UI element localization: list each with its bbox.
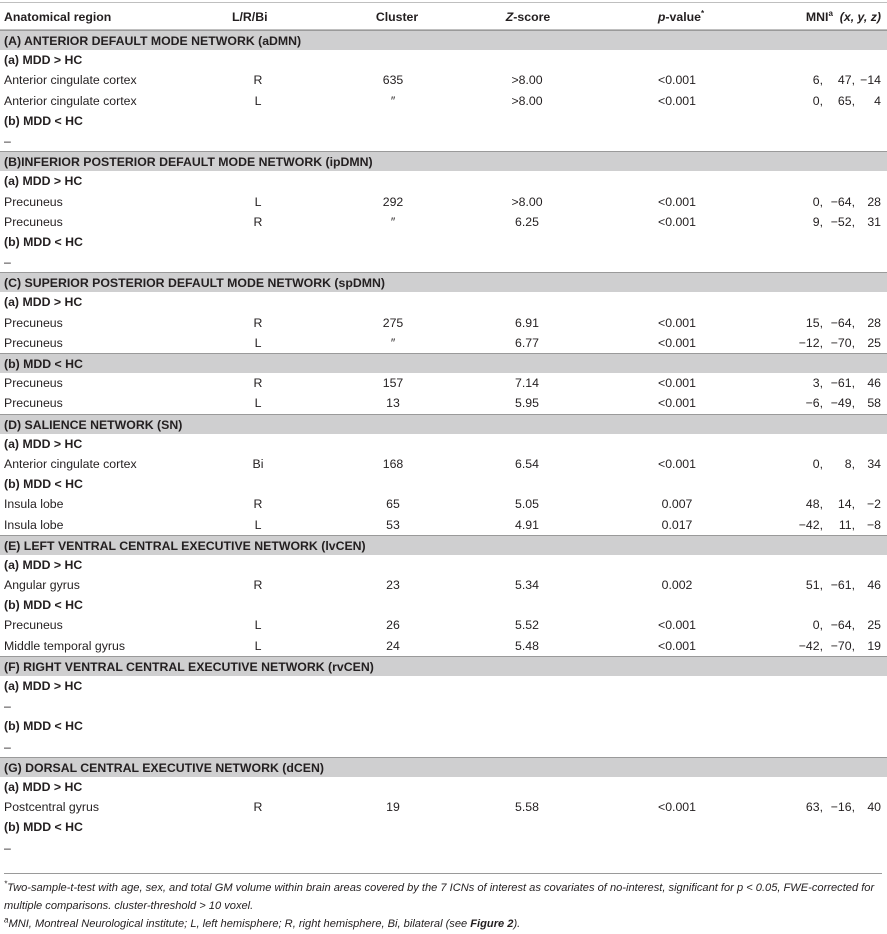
region-cell: Precuneus (4, 618, 63, 633)
p-value-cell: <0.001 (658, 456, 696, 471)
mni-x: 0, (812, 93, 823, 108)
p-value-cell: <0.001 (658, 214, 696, 229)
comparison-label: (a) MDD > HC (4, 295, 83, 310)
table-header (0, 2, 887, 30)
mni-y: 65, (837, 93, 855, 108)
region-cell: Precuneus (4, 214, 63, 229)
comparison-row (0, 292, 887, 312)
mni-z: −2 (866, 497, 881, 512)
section-label: (D) SALIENCE NETWORK (SN) (4, 417, 183, 432)
section-header-row (0, 272, 887, 292)
mni-cell (797, 797, 881, 817)
table-row (0, 615, 887, 635)
mni-cell (797, 636, 881, 656)
comparison-label: (a) MDD > HC (4, 679, 83, 693)
mni-y: −64, (830, 315, 855, 330)
comparison-label: (b) MDD < HC (4, 357, 83, 371)
mni-z: 58 (867, 396, 881, 411)
header-lrb: L/R/Bi (232, 10, 268, 24)
cluster-cell: 23 (386, 578, 400, 593)
p-value-cell: <0.001 (658, 73, 696, 88)
table-row (0, 797, 887, 817)
z-score-cell: 5.05 (515, 497, 539, 512)
mni-z: 40 (867, 800, 881, 815)
p-value-cell: <0.001 (658, 800, 696, 815)
empty-result-row (0, 131, 887, 151)
comparison-label: (a) MDD > HC (4, 174, 83, 189)
table-row (0, 575, 887, 595)
mni-z: 28 (867, 315, 881, 330)
footnote-mni: $^a$MNI, Montreal Neurological institute; L, left hemisphere; R, right hemisphere, Bi, bilateral (see Figure 2). (4, 915, 521, 930)
empty-result-dash: – (4, 739, 11, 754)
region-cell: Precuneus (4, 315, 63, 330)
header-cluster: Cluster (375, 10, 419, 24)
comparison-row (0, 353, 887, 373)
table-row (0, 192, 887, 212)
comparison-row (0, 232, 887, 252)
z-score-cell: 5.34 (515, 578, 539, 593)
section-label: (E) LEFT VENTRAL CENTRAL EXECUTIVE NETWORK (lvCEN) (4, 538, 366, 553)
section-label: (G) DORSAL CENTRAL EXECUTIVE NETWORK (dCEN) (4, 760, 324, 775)
mni-y: −49, (830, 396, 855, 411)
mni-cell (797, 333, 881, 353)
mni-y: −64, (830, 194, 855, 209)
comparison-label: (b) MDD < HC (4, 598, 83, 613)
z-score-cell: >8.00 (511, 93, 543, 108)
mni-cell (797, 192, 881, 212)
comparison-row (0, 777, 887, 797)
mni-y: −16, (830, 800, 855, 815)
cluster-cell: 26 (386, 618, 400, 633)
header-z-score: Z-score (505, 10, 551, 24)
z-score-cell: >8.00 (511, 194, 543, 209)
table-footnotes (4, 873, 882, 933)
region-cell: Postcentral gyrus (4, 800, 100, 815)
cluster-cell: 24 (386, 638, 400, 653)
comparison-row (0, 817, 887, 837)
region-cell: Insula lobe (4, 517, 64, 532)
z-score-cell: 6.25 (515, 214, 539, 229)
p-value-cell: 0.017 (661, 517, 693, 532)
section-label: (F) RIGHT VENTRAL CENTRAL EXECUTIVE NETWORK (rvCEN) (4, 659, 374, 674)
section-label: (A) ANTERIOR DEFAULT MODE NETWORK (aDMN) (4, 34, 302, 48)
empty-result-row (0, 737, 887, 757)
table-row (0, 212, 887, 232)
region-cell: Anterior cingulate cortex (4, 73, 137, 88)
hemisphere-cell: R (253, 214, 263, 229)
z-score-cell: 5.52 (515, 618, 539, 633)
mni-z: 4 (874, 93, 881, 108)
p-value-cell: <0.001 (658, 194, 696, 209)
mni-cell (797, 91, 881, 111)
comparison-label: (b) MDD < HC (4, 477, 83, 492)
mni-y: −61, (830, 376, 855, 391)
region-cell: Precuneus (4, 335, 63, 350)
table-row (0, 393, 887, 413)
hemisphere-cell: R (253, 800, 263, 815)
mni-x: 3, (812, 376, 823, 391)
p-value-cell: <0.001 (658, 315, 696, 330)
mni-y: 14, (837, 497, 855, 512)
empty-result-dash: – (4, 840, 11, 855)
mni-z: −8 (866, 517, 881, 532)
hemisphere-cell: R (253, 376, 263, 391)
header-p-value: p-value* (657, 8, 705, 24)
mni-x: −12, (798, 335, 823, 350)
hemisphere-cell: L (254, 335, 262, 350)
header-mni: MNI$^a$ (x, y, z) (805, 8, 881, 24)
table-row (0, 70, 887, 90)
region-cell: Angular gyrus (4, 578, 80, 593)
z-score-cell: >8.00 (511, 73, 543, 88)
mni-cell (797, 313, 881, 333)
section-label: (B)INFERIOR POSTERIOR DEFAULT MODE NETWORK (ipDMN) (4, 155, 373, 170)
mni-x: 6, (812, 73, 823, 88)
comparison-row (0, 555, 887, 575)
mni-cell (797, 70, 881, 90)
region-cell: Precuneus (4, 376, 63, 391)
p-value-cell: 0.002 (661, 578, 693, 593)
table-row (0, 515, 887, 535)
mni-y: −70, (830, 335, 855, 350)
p-value-cell: <0.001 (658, 376, 696, 391)
mni-x: 15, (805, 315, 823, 330)
region-cell: Anterior cingulate cortex (4, 456, 137, 471)
empty-result-row (0, 696, 887, 716)
section-header-row (0, 757, 887, 777)
mni-cell (797, 454, 881, 474)
mni-cell (797, 393, 881, 413)
hemisphere-cell: R (253, 497, 263, 512)
comparison-row (0, 50, 887, 70)
cluster-cell: 168 (382, 456, 404, 471)
header-anatomical-region: Anatomical region (4, 10, 112, 24)
mni-x: 9, (812, 214, 823, 229)
region-cell: Insula lobe (4, 497, 64, 512)
mni-x: 0, (812, 194, 823, 209)
p-value-cell: <0.001 (658, 93, 696, 108)
hemisphere-cell: L (254, 517, 262, 532)
mni-cell (797, 212, 881, 232)
mni-y: 11, (838, 517, 855, 532)
section-header-row (0, 414, 887, 434)
hemisphere-cell: L (254, 93, 262, 108)
cluster-cell: 19 (386, 800, 400, 815)
mni-z: 34 (867, 456, 881, 471)
mni-y: −64, (830, 618, 855, 633)
mni-y: 8, (844, 456, 855, 471)
hemisphere-cell: L (254, 618, 262, 633)
mni-z: 46 (867, 578, 881, 593)
section-header-row (0, 535, 887, 555)
mni-cell (797, 494, 881, 514)
mni-z: −14 (860, 73, 881, 88)
cluster-cell: 635 (382, 73, 404, 88)
p-value-cell: <0.001 (658, 638, 696, 653)
table-row (0, 454, 887, 474)
mni-y: −61, (830, 578, 855, 593)
comparison-label: (b) MDD < HC (4, 234, 83, 249)
mni-x: 0, (812, 618, 823, 633)
table-row (0, 494, 887, 514)
mni-z: 19 (867, 638, 881, 653)
mni-z: 25 (867, 618, 881, 633)
footnote-significance: *Two-sample-t-test with age, sex, and total GM volume within brain areas covered by the 7 ICNs of interest as covariates of no-interest, significant for p < 0.05, FWE-corrected for multiple comparisons. cluster-threshold > 10 voxel. (4, 879, 875, 912)
comparison-row (0, 171, 887, 191)
section-label: (C) SUPERIOR POSTERIOR DEFAULT MODE NETWORK (spDMN) (4, 276, 385, 291)
comparison-label: (a) MDD > HC (4, 557, 83, 572)
z-score-cell: 5.58 (515, 800, 539, 815)
z-score-cell: 5.95 (515, 396, 539, 411)
mni-x: −42, (798, 517, 823, 532)
region-cell: Precuneus (4, 396, 63, 411)
hemisphere-cell: L (254, 194, 262, 209)
mni-z: 46 (867, 376, 881, 391)
z-score-cell: 6.54 (515, 456, 539, 471)
cluster-cell: 65 (386, 497, 400, 512)
table-row (0, 636, 887, 656)
cluster-cell: ″ (390, 93, 396, 108)
hemisphere-cell: R (253, 73, 263, 88)
comparison-row (0, 595, 887, 615)
p-value-cell: <0.001 (658, 335, 696, 350)
cluster-cell: ″ (390, 214, 396, 229)
cluster-cell: 275 (382, 315, 404, 330)
mni-cell (797, 575, 881, 595)
p-value-cell: <0.001 (658, 618, 696, 633)
comparison-label: (a) MDD > HC (4, 436, 83, 451)
hemisphere-cell: Bi (252, 456, 264, 471)
empty-result-row (0, 252, 887, 272)
cluster-cell: ″ (390, 335, 396, 350)
hemisphere-cell: L (254, 396, 262, 411)
table-row (0, 333, 887, 353)
p-value-cell: <0.001 (658, 396, 696, 411)
comparison-row (0, 676, 887, 696)
region-cell: Anterior cingulate cortex (4, 93, 137, 108)
table-row (0, 91, 887, 111)
region-cell: Middle temporal gyrus (4, 638, 125, 653)
mni-x: 63, (805, 800, 823, 815)
mni-x: 48, (805, 497, 823, 512)
z-score-cell: 6.91 (515, 315, 539, 330)
mni-x: 0, (812, 456, 823, 471)
mni-x: −42, (798, 638, 823, 653)
z-score-cell: 5.48 (515, 638, 539, 653)
comparison-label: (a) MDD > HC (4, 53, 83, 68)
empty-result-dash: – (4, 699, 11, 714)
z-score-cell: 6.77 (515, 335, 539, 350)
comparison-label: (b) MDD < HC (4, 113, 83, 128)
hemisphere-cell: R (253, 578, 263, 593)
z-score-cell: 4.91 (515, 517, 539, 532)
z-score-cell: 7.14 (515, 376, 539, 391)
mni-z: 28 (867, 194, 881, 209)
mni-y: 47, (837, 73, 855, 88)
mni-x: 51, (805, 578, 823, 593)
mni-z: 25 (867, 335, 881, 350)
empty-result-dash: – (4, 133, 11, 148)
comparison-label: (a) MDD > HC (4, 779, 83, 794)
cluster-cell: 13 (386, 396, 400, 411)
mni-x: −6, (805, 396, 823, 411)
results-table (0, 2, 887, 858)
table-body (0, 30, 887, 858)
mni-cell (797, 515, 881, 535)
hemisphere-cell: R (253, 315, 263, 330)
section-header-row (0, 151, 887, 171)
comparison-row (0, 474, 887, 494)
comparison-row (0, 716, 887, 736)
comparison-row (0, 434, 887, 454)
comparison-label: (b) MDD < HC (4, 719, 83, 734)
region-cell: Precuneus (4, 194, 63, 209)
mni-y: −52, (830, 214, 855, 229)
mni-z: 31 (867, 214, 881, 229)
p-value-cell: 0.007 (661, 497, 693, 512)
hemisphere-cell: L (254, 638, 262, 653)
mni-cell (797, 615, 881, 635)
table-row (0, 373, 887, 393)
cluster-cell: 157 (382, 376, 404, 391)
comparison-row (0, 111, 887, 131)
empty-result-row (0, 838, 887, 858)
section-header-row (0, 30, 887, 50)
mni-cell (797, 373, 881, 393)
table-row (0, 313, 887, 333)
cluster-cell: 53 (386, 517, 400, 532)
comparison-label: (b) MDD < HC (4, 820, 83, 835)
empty-result-dash: – (4, 255, 11, 270)
section-header-row (0, 656, 887, 676)
cluster-cell: 292 (382, 194, 404, 209)
mni-y: −70, (830, 638, 855, 653)
